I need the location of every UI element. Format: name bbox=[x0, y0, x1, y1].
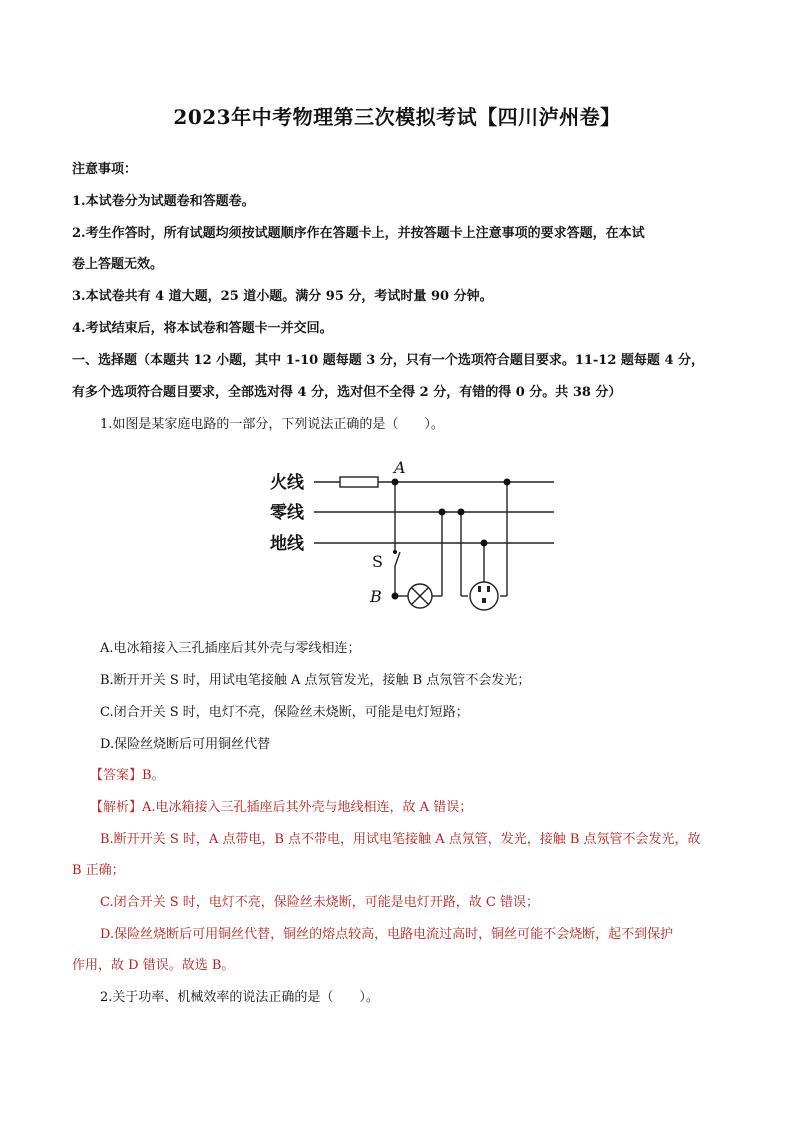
switch-s bbox=[395, 552, 400, 566]
option-a: A.电冰箱接入三孔插座后其外壳与零线相连； bbox=[100, 641, 361, 656]
label-ground-wire: 地线 bbox=[270, 534, 304, 554]
section-heading-line-1: 一、选择题（本题共 12 小题，其中 1-10 题每题 3 分，只有一个选项符合题目要求。11-12 题每题 4 分， bbox=[72, 353, 705, 368]
notice-item-3: 3.本试卷共有 4 道大题，25 道小题。满分 95 分，考试时量 90 分钟。 bbox=[72, 289, 493, 304]
analysis-line-2: B.断开开关 S 时，A 点带电，B 点不带电，用试电笔接触 A 点氖管，发光，接触 B 点氖管不会发光，故 bbox=[100, 832, 701, 847]
analysis-line-3: C.闭合开关 S 时，电灯不亮，保险丝未烧断，可能是电灯开路，故 C 错误； bbox=[100, 895, 539, 910]
analysis-line-4: D.保险丝烧断后可用铜丝代替，铜丝的熔点较高，电路电流过高时，铜丝可能不会烧断，起不到保护 bbox=[100, 927, 674, 942]
fuse bbox=[340, 477, 378, 487]
analysis-line-4-cont: 作用，故 D 错误。故选 B。 bbox=[72, 958, 235, 973]
analysis-label: 【解析】 bbox=[90, 800, 143, 815]
label-live-wire: 火线 bbox=[270, 473, 304, 493]
answer-line bbox=[90, 768, 165, 784]
circuit-diagram bbox=[262, 456, 562, 616]
answer-label: 【答案】 bbox=[90, 768, 143, 783]
notice-heading: 注意事项： bbox=[72, 162, 138, 177]
option-d: D.保险丝烧断后可用铜丝代替 bbox=[100, 737, 271, 752]
analysis-line-2-cont: B 正确； bbox=[72, 863, 125, 878]
question-2-stem: 2.关于功率、机械效率的说法正确的是（ ）。 bbox=[100, 990, 379, 1005]
notice-item-2: 2.考生作答时，所有试题均须按试题顺序作在答题卡上，并按答题卡上注意事项的要求答题，在本试 bbox=[72, 226, 645, 241]
answer-value: B。 bbox=[142, 768, 165, 783]
analysis-line-1 bbox=[90, 800, 472, 816]
section-heading-line-2: 有多个选项符合题目要求，全部选对得 4 分，选对但不全得 2 分，有错的得 0 分。共 38 分） bbox=[72, 385, 622, 400]
notice-item-1: 1.本试卷分为试题卷和答题卷。 bbox=[72, 194, 255, 209]
label-neutral-wire: 零线 bbox=[270, 503, 304, 523]
socket-icon bbox=[470, 582, 498, 610]
page-title: 2023年中考物理第三次模拟考试【四川泸州卷】 bbox=[173, 105, 621, 129]
option-b: B.断开开关 S 时，用试电笔接触 A 点氖管发光，接触 B 点氖管不会发光； bbox=[100, 673, 531, 688]
option-c: C.闭合开关 S 时，电灯不亮，保险丝未烧断，可能是电灯短路； bbox=[100, 705, 469, 720]
analysis-text-1: A.电冰箱接入三孔插座后其外壳与地线相连，故 A 错误； bbox=[142, 800, 473, 815]
label-switch-s: S bbox=[372, 552, 383, 571]
notice-item-2-cont: 卷上答题无效。 bbox=[72, 257, 164, 272]
question-1-stem: 1.如图是某家庭电路的一部分，下列说法正确的是（ ）。 bbox=[100, 417, 444, 432]
label-point-b: B bbox=[370, 587, 382, 606]
label-point-a: A bbox=[394, 458, 406, 477]
notice-item-4: 4.考试结束后，将本试卷和答题卡一并交回。 bbox=[72, 321, 333, 336]
